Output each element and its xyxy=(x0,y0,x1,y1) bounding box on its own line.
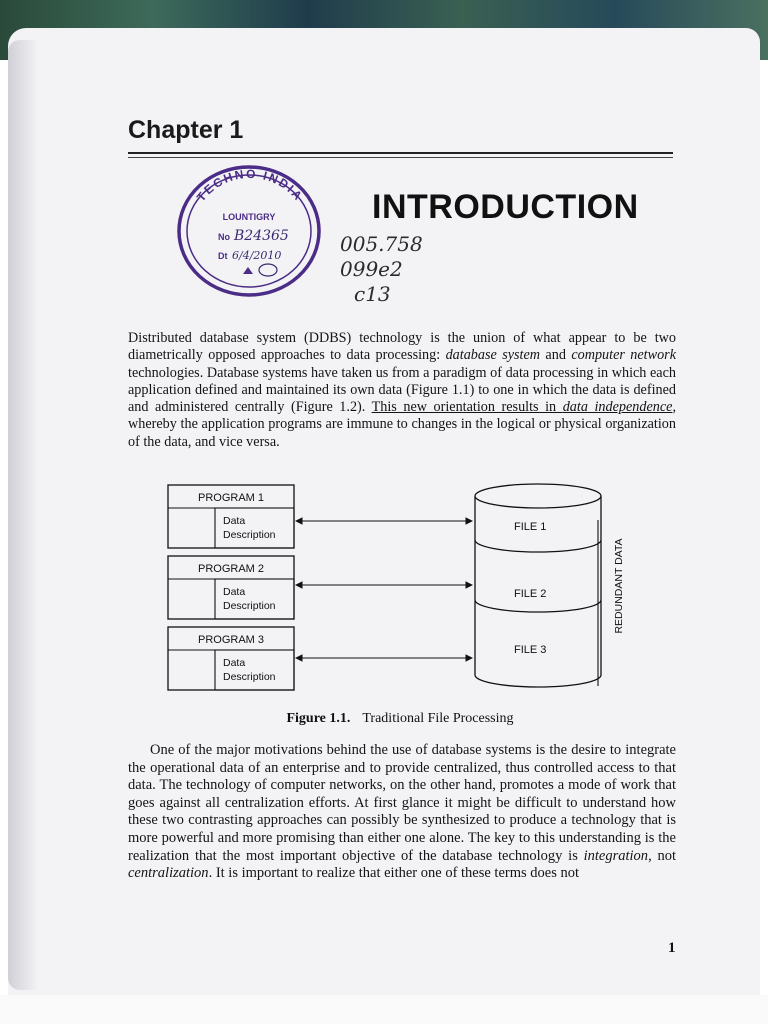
svg-text:TECHNO INDIA xyxy=(194,167,306,204)
redundant-data-label: REDUNDANT DATA xyxy=(613,538,625,634)
description-label: Description xyxy=(223,600,276,612)
stamp-emblem-icon xyxy=(243,267,253,274)
file-label: FILE 2 xyxy=(514,588,547,600)
call-number-line: 005.758 xyxy=(340,232,423,256)
emphasis-text: computer network xyxy=(571,347,676,364)
stamp-top-text: TECHNO INDIA xyxy=(193,166,307,205)
database-cylinder xyxy=(475,484,601,687)
text-run: One of the major motivations behind the use of database systems is the desire to integrate the operational data of an enterprise and to provide centralized, thus controlled access to that data. The technology of computer networks, on the other hand, promotes a mode of work that goes against all centralization efforts. At first glance it might be difficult to understand how these two contrasting approaches can possibly be synthesized to produce a technology that is more powerful and more promising than either one alone. The key to this understanding is the realization that the most important objective of the database technology is xyxy=(128,742,676,864)
stamp-acc-number: B24365 xyxy=(234,228,289,244)
underlined-text xyxy=(372,399,673,415)
file-label: FILE 1 xyxy=(514,521,547,533)
data-description-box xyxy=(215,650,294,690)
data-label: Data xyxy=(223,515,246,527)
handwritten-call-number xyxy=(340,232,490,307)
emphasis-text: database system xyxy=(445,347,541,364)
page-number: 1 xyxy=(668,940,676,956)
page-spine-shadow xyxy=(8,40,38,990)
background-surface xyxy=(0,995,768,1024)
stamp-acc-prefix: No xyxy=(218,232,230,242)
text-run: , not xyxy=(648,847,676,864)
data-label: Data xyxy=(223,657,246,669)
caption-number: Figure 1.1. xyxy=(286,711,351,726)
text-run: and xyxy=(540,347,572,364)
library-stamp xyxy=(172,160,326,302)
text-run: , whereby the application programs are immune to changes in the logical or physical organization of the data, and vice versa. xyxy=(128,399,676,450)
stamp-date: 6/4/2010 xyxy=(232,249,282,262)
description-label: Description xyxy=(223,671,276,683)
stamp-date-prefix: Dt xyxy=(218,251,228,261)
call-number-line: c13 xyxy=(354,282,391,306)
emphasis-text: data independence xyxy=(562,399,673,416)
chapter-title: INTRODUCTION xyxy=(372,188,639,226)
emphasis-text: integration xyxy=(583,847,649,864)
text-run: This new orientation results in xyxy=(371,399,563,416)
text-run: technologies. Database systems have taken us from a paradigm of data processing in which each application defined and maintained its own data (Figure 1.1) to one in which the data is defined and administered centrally (Figure 1.2). xyxy=(128,364,676,416)
program-label: PROGRAM 1 xyxy=(197,492,265,504)
chapter-rule xyxy=(128,152,673,154)
chapter-rule-thin xyxy=(128,157,673,158)
emphasis-text: centralization xyxy=(128,865,209,882)
chapter-label: Chapter 1 xyxy=(128,116,244,144)
description-label: Description xyxy=(223,529,276,541)
caption-text: Traditional File Processing xyxy=(362,711,514,726)
program-label: PROGRAM 2 xyxy=(197,563,265,575)
text-run: . It is important to realize that either one of these terms does not xyxy=(208,865,580,882)
data-description-box xyxy=(215,579,294,619)
figure-traditional-file-processing xyxy=(160,480,650,700)
call-number-line: 099e2 xyxy=(340,257,403,281)
stamp-line1: LOUNTIGRY xyxy=(222,212,276,222)
figure-caption xyxy=(160,711,640,727)
data-description-box xyxy=(215,508,294,548)
intro-paragraph xyxy=(128,330,676,451)
stamp-initials-scribble xyxy=(259,264,277,276)
file-label: FILE 3 xyxy=(514,644,547,656)
data-label: Data xyxy=(223,586,246,598)
text-run: Distributed database system (DDBS) technology is the union of what appear to be two diametrically opposed approaches to data processing: xyxy=(128,330,676,364)
program-label: PROGRAM 3 xyxy=(197,634,265,646)
body-paragraph xyxy=(128,742,676,883)
